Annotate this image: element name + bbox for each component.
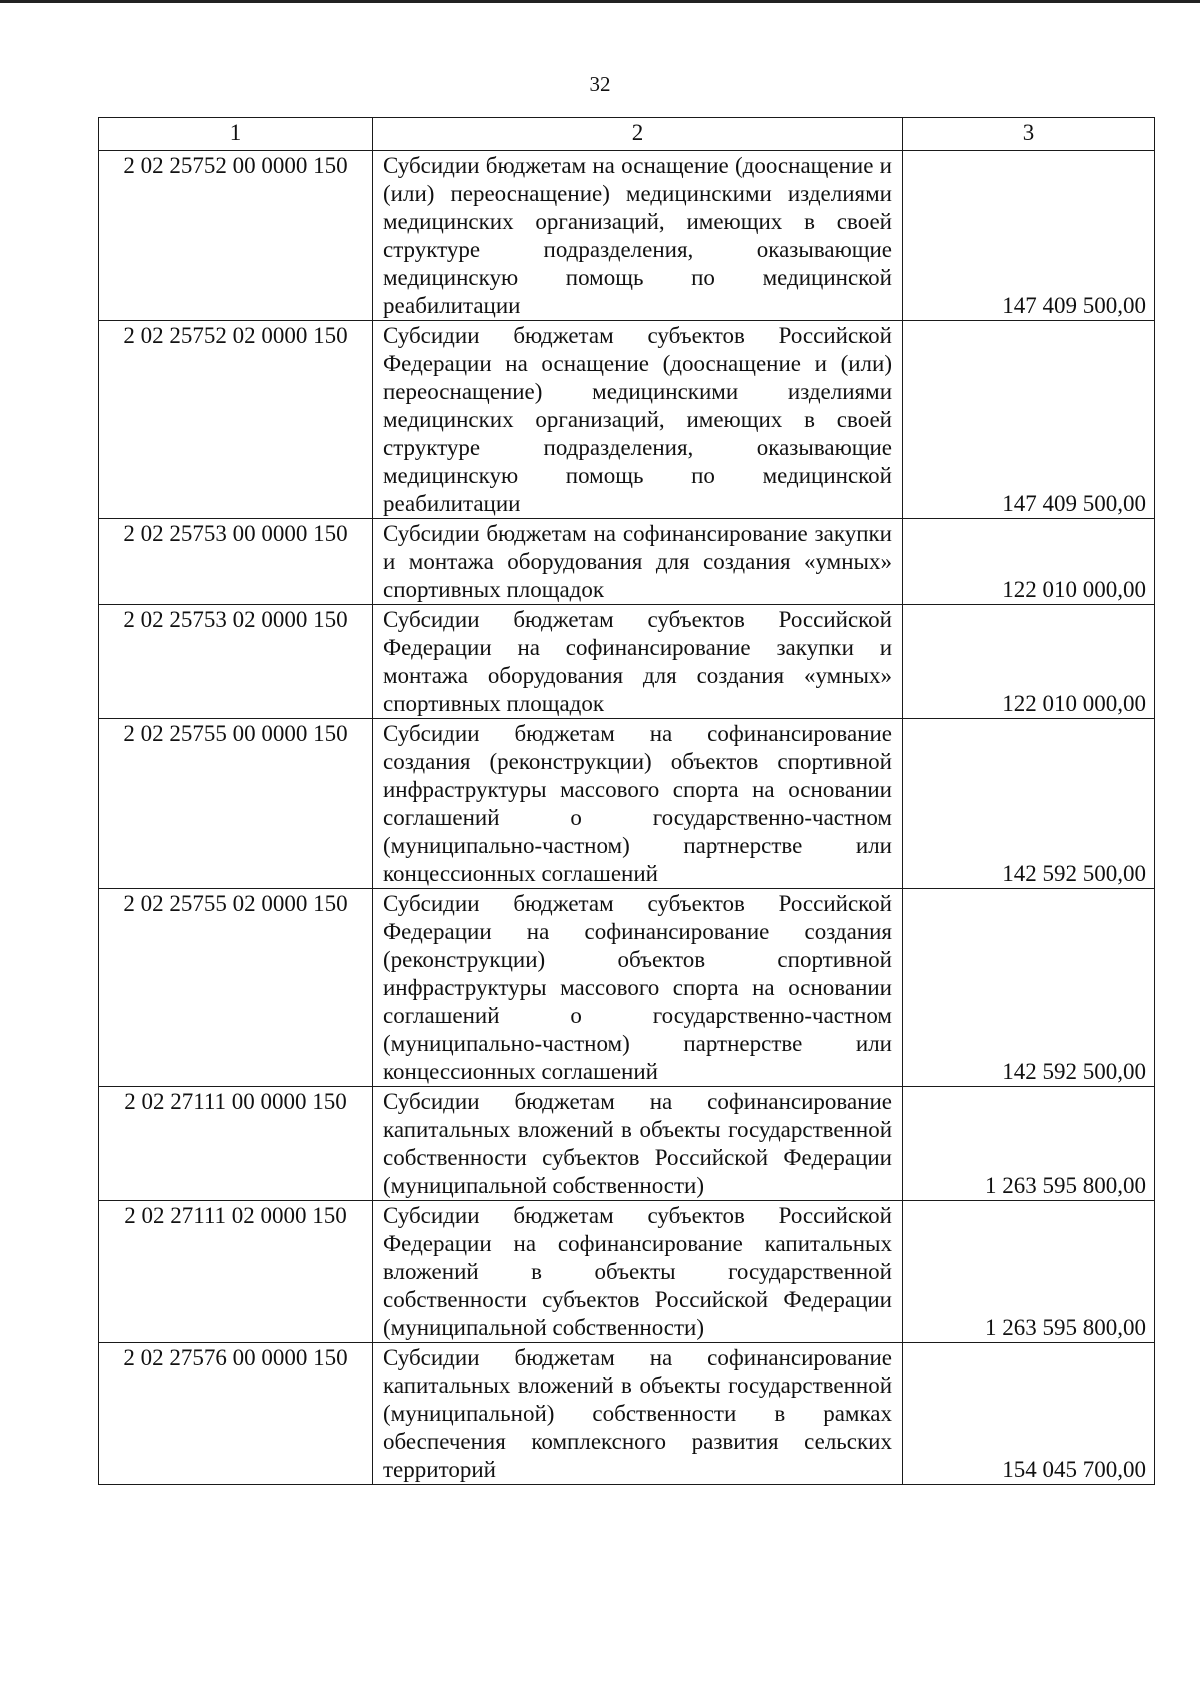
table-row <box>99 1343 1155 1485</box>
row-amount: 142 592 500,00 <box>903 719 1155 889</box>
page-number: 32 <box>589 72 611 96</box>
row-amount: 122 010 000,00 <box>903 605 1155 719</box>
row-amount: 142 592 500,00 <box>903 889 1155 1087</box>
row-description: Субсидии бюджетам субъектов Российской Федерации на софинансирование закупки и монтажа оборудования для создания «умных» спортивных площадок <box>373 605 903 719</box>
table-row <box>99 321 1155 519</box>
budget-code: 2 02 25752 00 0000 150 <box>99 151 373 321</box>
row-amount: 1 263 595 800,00 <box>903 1087 1155 1201</box>
header-col-3: 3 <box>903 118 1155 151</box>
budget-code: 2 02 25753 02 0000 150 <box>99 605 373 719</box>
table-row <box>99 1201 1155 1343</box>
budget-table <box>98 117 1155 1485</box>
row-description: Субсидии бюджетам субъектов Российской Федерации на софинансирование создания (реконструкции) объектов спортивной инфраструктуры массового спорта на основании соглашений о государственно-частном (муниципально-частном) партнерстве или концессионных соглашений <box>373 889 903 1087</box>
row-amount: 1 263 595 800,00 <box>903 1201 1155 1343</box>
budget-code: 2 02 25755 02 0000 150 <box>99 889 373 1087</box>
table-row <box>99 519 1155 605</box>
budget-code: 2 02 27111 00 0000 150 <box>99 1087 373 1201</box>
row-description: Субсидии бюджетам на оснащение (дооснащение и (или) переоснащение) медицинскими изделиями медицинских организаций, имеющих в своей структуре подразделения, оказывающие медицинскую помощь по медицинской реабилитации <box>373 151 903 321</box>
header-col-1: 1 <box>99 118 373 151</box>
budget-code: 2 02 27576 00 0000 150 <box>99 1343 373 1485</box>
scan-edge <box>0 0 1200 3</box>
table-row <box>99 1087 1155 1201</box>
row-amount: 154 045 700,00 <box>903 1343 1155 1485</box>
header-col-2: 2 <box>373 118 903 151</box>
budget-code: 2 02 25755 00 0000 150 <box>99 719 373 889</box>
row-description: Субсидии бюджетам на софинансирование создания (реконструкции) объектов спортивной инфраструктуры массового спорта на основании соглашений о государственно-частном (муниципально-частном) партнерстве или концессионных соглашений <box>373 719 903 889</box>
row-description: Субсидии бюджетам на софинансирование закупки и монтажа оборудования для создания «умных» спортивных площадок <box>373 519 903 605</box>
row-description: Субсидии бюджетам субъектов Российской Федерации на софинансирование капитальных вложений в объекты государственной собственности субъектов Российской Федерации (муниципальной собственности) <box>373 1201 903 1343</box>
row-description: Субсидии бюджетам субъектов Российской Федерации на оснащение (дооснащение и (или) переоснащение) медицинскими изделиями медицинских организаций, имеющих в своей структуре подразделения, оказывающие медицинскую помощь по медицинской реабилитации <box>373 321 903 519</box>
budget-code: 2 02 27111 02 0000 150 <box>99 1201 373 1343</box>
budget-code: 2 02 25753 00 0000 150 <box>99 519 373 605</box>
table-row <box>99 889 1155 1087</box>
table-row <box>99 719 1155 889</box>
budget-code: 2 02 25752 02 0000 150 <box>99 321 373 519</box>
table-row <box>99 605 1155 719</box>
row-amount: 147 409 500,00 <box>903 151 1155 321</box>
row-description: Субсидии бюджетам на софинансирование капитальных вложений в объекты государственной (муниципальной) собственности в рамках обеспечения комплексного развития сельских территорий <box>373 1343 903 1485</box>
table-header-row <box>99 118 1155 151</box>
row-amount: 122 010 000,00 <box>903 519 1155 605</box>
row-description: Субсидии бюджетам на софинансирование капитальных вложений в объекты государственной собственности субъектов Российской Федерации (муниципальной собственности) <box>373 1087 903 1201</box>
row-amount: 147 409 500,00 <box>903 321 1155 519</box>
table-row <box>99 151 1155 321</box>
